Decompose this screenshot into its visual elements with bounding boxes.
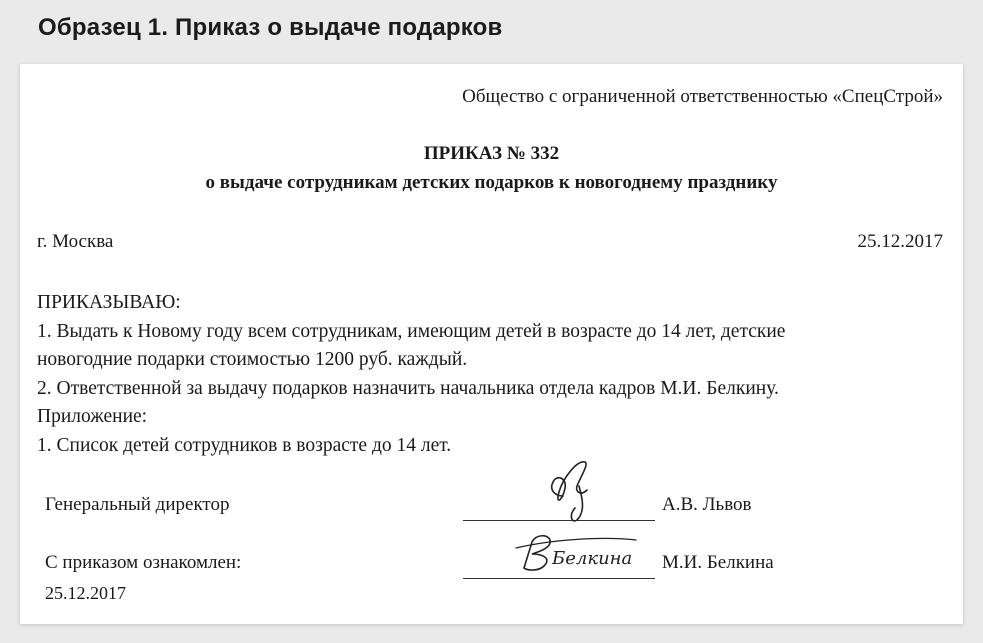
order-title: ПРИКАЗ № 332 [423, 143, 560, 164]
body-line-attachment-label: Приложение: [37, 406, 148, 427]
order-city: г. Москва [37, 231, 114, 252]
acknowledged-label: С приказом ознакомлен: [45, 552, 242, 573]
figure-caption: Образец 1. Приказ о выдаче подарков [38, 14, 503, 41]
organization-name: Общество с ограниченной ответственностью «СпецСтрой» [462, 86, 943, 107]
director-label: Генеральный директор [45, 494, 230, 515]
order-date: 25.12.2017 [857, 231, 943, 252]
body-line-item-1-cont: новогодние подарки стоимостью 1200 руб. каждый. [37, 349, 468, 370]
acknowledged-date: 25.12.2017 [45, 583, 126, 603]
acknowledged-name: М.И. Белкина [662, 552, 774, 573]
body-line-attachment-1: 1. Список детей сотрудников в возрасте до 14 лет. [37, 434, 452, 456]
body-line-decree: ПРИКАЗЫВАЮ: [37, 292, 181, 313]
director-name: А.В. Львов [662, 494, 752, 515]
svg-text:Белкина: Белкина [552, 548, 633, 569]
order-subject: о выдаче сотрудникам детских подарков к новогоднему празднику [205, 172, 778, 193]
body-line-item-2: 2. Ответственной за выдачу подарков назначить начальника отдела кадров М.И. Белкину. [37, 377, 779, 399]
director-signature [525, 456, 615, 528]
order-body [37, 289, 952, 460]
acknowledged-signature [510, 526, 640, 580]
body-line-item-1: 1. Выдать к Новому году всем сотрудникам, имеющим детей в возрасте до 14 лет, детские [37, 320, 786, 342]
order-document [20, 64, 963, 624]
